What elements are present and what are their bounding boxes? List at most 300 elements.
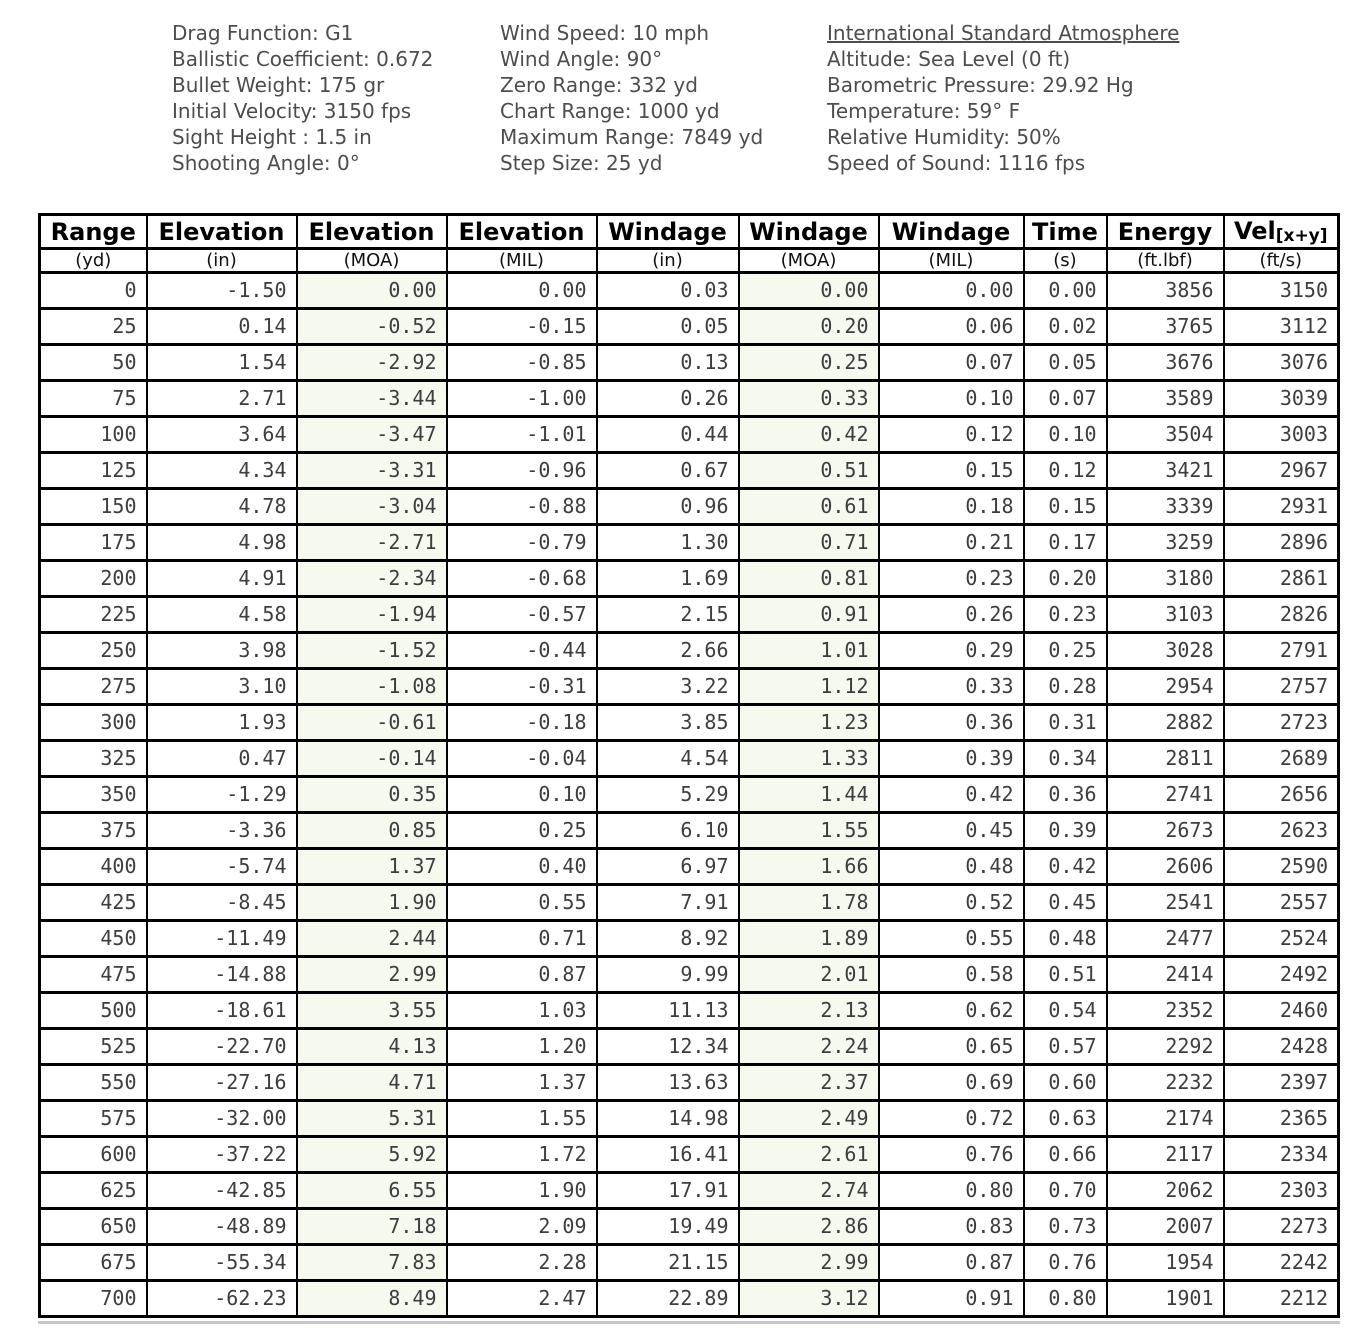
cell-elevation-mil: -0.44 <box>447 633 597 669</box>
cell-energy-ftlbf: 2062 <box>1107 1173 1224 1209</box>
cell-windage-mil: 0.52 <box>879 885 1024 921</box>
cell-windage-in: 19.49 <box>597 1209 739 1245</box>
cell-vel-fts: 2861 <box>1224 561 1339 597</box>
cell-time-s: 0.63 <box>1024 1101 1107 1137</box>
cell-range-yd: 600 <box>40 1137 147 1173</box>
cell-windage-mil: 0.76 <box>879 1137 1024 1173</box>
cell-energy-ftlbf: 3259 <box>1107 525 1224 561</box>
cell-energy-ftlbf: 2954 <box>1107 669 1224 705</box>
relative-humidity: Relative Humidity: 50% <box>827 125 1061 149</box>
cell-elevation-mil: 2.28 <box>447 1245 597 1281</box>
cell-energy-ftlbf: 2541 <box>1107 885 1224 921</box>
cell-time-s: 0.73 <box>1024 1209 1107 1245</box>
unit-elevation-moa: (MOA) <box>297 249 447 273</box>
cell-energy-ftlbf: 2414 <box>1107 957 1224 993</box>
cell-elevation-mil: 1.90 <box>447 1173 597 1209</box>
cell-energy-ftlbf: 3856 <box>1107 273 1224 309</box>
cell-elevation-moa: -0.61 <box>297 705 447 741</box>
cell-energy-ftlbf: 2007 <box>1107 1209 1224 1245</box>
cell-elevation-in: -1.50 <box>147 273 297 309</box>
cell-elevation-mil: 0.87 <box>447 957 597 993</box>
cell-vel-fts: 2397 <box>1224 1065 1339 1101</box>
cell-windage-moa: 2.24 <box>739 1029 879 1065</box>
header-unit-row <box>40 249 1339 273</box>
cell-energy-ftlbf: 2811 <box>1107 741 1224 777</box>
cell-windage-in: 9.99 <box>597 957 739 993</box>
maximum-range: Maximum Range: 7849 yd <box>500 125 764 149</box>
cell-elevation-in: -37.22 <box>147 1137 297 1173</box>
cell-windage-mil: 0.10 <box>879 381 1024 417</box>
cell-elevation-in: 4.34 <box>147 453 297 489</box>
cell-windage-moa: 0.00 <box>739 273 879 309</box>
cell-elevation-moa: 2.99 <box>297 957 447 993</box>
cell-windage-in: 0.03 <box>597 273 739 309</box>
cell-windage-moa: 1.55 <box>739 813 879 849</box>
initial-velocity: Initial Velocity: 3150 fps <box>172 99 412 123</box>
cell-energy-ftlbf: 2882 <box>1107 705 1224 741</box>
cell-windage-moa: 0.42 <box>739 417 879 453</box>
cell-windage-moa: 1.23 <box>739 705 879 741</box>
cell-elevation-mil: -0.18 <box>447 705 597 741</box>
cell-elevation-in: 3.64 <box>147 417 297 453</box>
cell-windage-mil: 0.69 <box>879 1065 1024 1101</box>
cell-elevation-in: 0.14 <box>147 309 297 345</box>
table-row <box>40 1101 1339 1137</box>
cell-elevation-mil: -0.31 <box>447 669 597 705</box>
col-header-elevation-moa: Elevation <box>297 215 447 249</box>
cell-elevation-mil: 1.20 <box>447 1029 597 1065</box>
unit-energy: (ft.lbf) <box>1107 249 1224 273</box>
table-row <box>40 1137 1339 1173</box>
table-row <box>40 741 1339 777</box>
cell-elevation-moa: 6.55 <box>297 1173 447 1209</box>
cell-windage-mil: 0.55 <box>879 921 1024 957</box>
unit-elevation-in: (in) <box>147 249 297 273</box>
cell-elevation-moa: -0.52 <box>297 309 447 345</box>
cell-time-s: 0.57 <box>1024 1029 1107 1065</box>
cell-windage-moa: 0.20 <box>739 309 879 345</box>
cell-windage-mil: 0.91 <box>879 1281 1024 1317</box>
cell-vel-fts: 2723 <box>1224 705 1339 741</box>
table-row <box>40 1281 1339 1317</box>
table-row <box>40 489 1339 525</box>
unit-velocity: (ft/s) <box>1224 249 1339 273</box>
cell-windage-moa: 1.78 <box>739 885 879 921</box>
cell-elevation-moa: 3.55 <box>297 993 447 1029</box>
table-row <box>40 417 1339 453</box>
unit-time: (s) <box>1024 249 1107 273</box>
cell-elevation-moa: -1.94 <box>297 597 447 633</box>
cell-windage-moa: 1.44 <box>739 777 879 813</box>
cell-range-yd: 150 <box>40 489 147 525</box>
table-row <box>40 345 1339 381</box>
cell-windage-moa: 1.01 <box>739 633 879 669</box>
cell-windage-in: 2.66 <box>597 633 739 669</box>
cell-windage-moa: 0.91 <box>739 597 879 633</box>
cell-energy-ftlbf: 2292 <box>1107 1029 1224 1065</box>
cell-elevation-mil: -0.68 <box>447 561 597 597</box>
cell-elevation-moa: 4.13 <box>297 1029 447 1065</box>
cell-energy-ftlbf: 2477 <box>1107 921 1224 957</box>
cell-vel-fts: 2460 <box>1224 993 1339 1029</box>
settings-column-wind-range <box>500 20 827 176</box>
table-row <box>40 921 1339 957</box>
speed-of-sound: Speed of Sound: 1116 fps <box>827 151 1086 175</box>
cell-time-s: 0.54 <box>1024 993 1107 1029</box>
cell-windage-mil: 0.87 <box>879 1245 1024 1281</box>
cell-elevation-in: 1.54 <box>147 345 297 381</box>
cell-time-s: 0.05 <box>1024 345 1107 381</box>
cell-range-yd: 400 <box>40 849 147 885</box>
bullet-weight: Bullet Weight: 175 gr <box>172 73 385 97</box>
cell-elevation-in: -5.74 <box>147 849 297 885</box>
cell-time-s: 0.39 <box>1024 813 1107 849</box>
cell-windage-mil: 0.42 <box>879 777 1024 813</box>
cell-time-s: 0.07 <box>1024 381 1107 417</box>
table-row <box>40 1245 1339 1281</box>
cell-windage-in: 14.98 <box>597 1101 739 1137</box>
cell-windage-moa: 0.81 <box>739 561 879 597</box>
table-row <box>40 309 1339 345</box>
cell-elevation-in: -62.23 <box>147 1281 297 1317</box>
cell-windage-mil: 0.48 <box>879 849 1024 885</box>
cell-windage-in: 2.15 <box>597 597 739 633</box>
cell-windage-in: 6.10 <box>597 813 739 849</box>
cell-vel-fts: 3076 <box>1224 345 1339 381</box>
cell-elevation-mil: -0.96 <box>447 453 597 489</box>
cell-windage-moa: 3.12 <box>739 1281 879 1317</box>
cell-elevation-in: -3.36 <box>147 813 297 849</box>
cell-energy-ftlbf: 2174 <box>1107 1101 1224 1137</box>
cell-elevation-mil: 0.00 <box>447 273 597 309</box>
table-row <box>40 669 1339 705</box>
cell-elevation-mil: 0.40 <box>447 849 597 885</box>
cell-time-s: 0.42 <box>1024 849 1107 885</box>
cell-range-yd: 450 <box>40 921 147 957</box>
cell-energy-ftlbf: 3589 <box>1107 381 1224 417</box>
cell-elevation-mil: 1.37 <box>447 1065 597 1101</box>
cell-vel-fts: 2365 <box>1224 1101 1339 1137</box>
sight-height: Sight Height : 1.5 in <box>172 125 372 149</box>
cell-windage-in: 3.22 <box>597 669 739 705</box>
cell-windage-mil: 0.83 <box>879 1209 1024 1245</box>
cell-elevation-moa: -3.31 <box>297 453 447 489</box>
cell-elevation-in: 4.98 <box>147 525 297 561</box>
table-row <box>40 273 1339 309</box>
cell-range-yd: 225 <box>40 597 147 633</box>
cell-elevation-in: -22.70 <box>147 1029 297 1065</box>
cell-windage-mil: 0.15 <box>879 453 1024 489</box>
cell-time-s: 0.23 <box>1024 597 1107 633</box>
table-row <box>40 957 1339 993</box>
cell-elevation-moa: 2.44 <box>297 921 447 957</box>
cell-vel-fts: 2896 <box>1224 525 1339 561</box>
col-header-elevation-mil: Elevation <box>447 215 597 249</box>
cell-range-yd: 650 <box>40 1209 147 1245</box>
cell-time-s: 0.02 <box>1024 309 1107 345</box>
cell-vel-fts: 2212 <box>1224 1281 1339 1317</box>
cell-time-s: 0.00 <box>1024 273 1107 309</box>
cell-vel-fts: 2492 <box>1224 957 1339 993</box>
cell-vel-fts: 3150 <box>1224 273 1339 309</box>
ballistics-settings-summary <box>0 0 1372 176</box>
cell-elevation-in: 2.71 <box>147 381 297 417</box>
zero-range: Zero Range: 332 yd <box>500 73 698 97</box>
cell-elevation-moa: 5.31 <box>297 1101 447 1137</box>
cell-vel-fts: 2428 <box>1224 1029 1339 1065</box>
col-header-windage-in: Windage <box>597 215 739 249</box>
table-row <box>40 993 1339 1029</box>
cell-energy-ftlbf: 2117 <box>1107 1137 1224 1173</box>
cell-elevation-in: 3.98 <box>147 633 297 669</box>
cell-time-s: 0.31 <box>1024 705 1107 741</box>
cell-energy-ftlbf: 2606 <box>1107 849 1224 885</box>
cell-vel-fts: 2590 <box>1224 849 1339 885</box>
cell-elevation-mil: -0.85 <box>447 345 597 381</box>
cell-windage-mil: 0.00 <box>879 273 1024 309</box>
cell-time-s: 0.25 <box>1024 633 1107 669</box>
cell-elevation-mil: 0.10 <box>447 777 597 813</box>
cell-windage-mil: 0.26 <box>879 597 1024 633</box>
cell-windage-mil: 0.33 <box>879 669 1024 705</box>
cell-elevation-moa: -3.04 <box>297 489 447 525</box>
cell-windage-mil: 0.65 <box>879 1029 1024 1065</box>
cell-elevation-mil: -0.57 <box>447 597 597 633</box>
wind-speed: Wind Speed: 10 mph <box>500 21 710 45</box>
cell-range-yd: 550 <box>40 1065 147 1101</box>
col-header-time: Time <box>1024 215 1107 249</box>
cell-elevation-mil: 0.71 <box>447 921 597 957</box>
cell-windage-moa: 1.66 <box>739 849 879 885</box>
cell-windage-mil: 0.23 <box>879 561 1024 597</box>
cell-range-yd: 300 <box>40 705 147 741</box>
cell-windage-in: 1.30 <box>597 525 739 561</box>
cell-windage-moa: 0.51 <box>739 453 879 489</box>
cell-elevation-in: -14.88 <box>147 957 297 993</box>
cell-range-yd: 25 <box>40 309 147 345</box>
cell-elevation-mil: -0.88 <box>447 489 597 525</box>
cell-windage-in: 4.54 <box>597 741 739 777</box>
cell-time-s: 0.12 <box>1024 453 1107 489</box>
cell-vel-fts: 2967 <box>1224 453 1339 489</box>
cell-time-s: 0.17 <box>1024 525 1107 561</box>
cell-elevation-moa: 1.37 <box>297 849 447 885</box>
cut-off-next-row <box>38 1321 1340 1330</box>
cell-vel-fts: 2931 <box>1224 489 1339 525</box>
cell-elevation-moa: 0.85 <box>297 813 447 849</box>
cell-vel-fts: 3003 <box>1224 417 1339 453</box>
cell-windage-in: 0.96 <box>597 489 739 525</box>
cell-windage-in: 7.91 <box>597 885 739 921</box>
cell-range-yd: 325 <box>40 741 147 777</box>
cell-elevation-moa: -0.14 <box>297 741 447 777</box>
cell-windage-in: 16.41 <box>597 1137 739 1173</box>
cell-windage-mil: 0.29 <box>879 633 1024 669</box>
cell-range-yd: 500 <box>40 993 147 1029</box>
cell-elevation-in: -8.45 <box>147 885 297 921</box>
cell-windage-in: 21.15 <box>597 1245 739 1281</box>
cell-range-yd: 175 <box>40 525 147 561</box>
cell-range-yd: 525 <box>40 1029 147 1065</box>
cell-windage-mil: 0.12 <box>879 417 1024 453</box>
cell-windage-moa: 2.74 <box>739 1173 879 1209</box>
col-header-windage-mil: Windage <box>879 215 1024 249</box>
cell-time-s: 0.36 <box>1024 777 1107 813</box>
cell-windage-in: 3.85 <box>597 705 739 741</box>
cell-time-s: 0.76 <box>1024 1245 1107 1281</box>
cell-vel-fts: 2826 <box>1224 597 1339 633</box>
cell-time-s: 0.70 <box>1024 1173 1107 1209</box>
cell-range-yd: 625 <box>40 1173 147 1209</box>
cell-energy-ftlbf: 2741 <box>1107 777 1224 813</box>
cell-windage-mil: 0.58 <box>879 957 1024 993</box>
cell-time-s: 0.66 <box>1024 1137 1107 1173</box>
cell-elevation-moa: -2.34 <box>297 561 447 597</box>
unit-elevation-mil: (MIL) <box>447 249 597 273</box>
col-header-elevation-in: Elevation <box>147 215 297 249</box>
table-row <box>40 1029 1339 1065</box>
cell-elevation-in: -48.89 <box>147 1209 297 1245</box>
cell-vel-fts: 2791 <box>1224 633 1339 669</box>
cell-range-yd: 675 <box>40 1245 147 1281</box>
cell-windage-moa: 2.86 <box>739 1209 879 1245</box>
cell-windage-in: 0.13 <box>597 345 739 381</box>
cell-range-yd: 0 <box>40 273 147 309</box>
cell-windage-mil: 0.21 <box>879 525 1024 561</box>
cell-elevation-in: -32.00 <box>147 1101 297 1137</box>
cell-time-s: 0.34 <box>1024 741 1107 777</box>
ballistics-table <box>38 213 1340 1318</box>
cell-vel-fts: 2524 <box>1224 921 1339 957</box>
cell-elevation-in: -11.49 <box>147 921 297 957</box>
cell-vel-fts: 3039 <box>1224 381 1339 417</box>
cell-energy-ftlbf: 3339 <box>1107 489 1224 525</box>
cell-elevation-moa: 7.18 <box>297 1209 447 1245</box>
cell-windage-mil: 0.80 <box>879 1173 1024 1209</box>
settings-column-atmosphere <box>827 20 1179 176</box>
cell-energy-ftlbf: 3103 <box>1107 597 1224 633</box>
col-header-range: Range <box>40 215 147 249</box>
cell-elevation-moa: -2.92 <box>297 345 447 381</box>
cell-elevation-in: -1.29 <box>147 777 297 813</box>
cell-windage-mil: 0.06 <box>879 309 1024 345</box>
cell-elevation-moa: -1.08 <box>297 669 447 705</box>
cell-elevation-mil: -0.15 <box>447 309 597 345</box>
cell-energy-ftlbf: 2352 <box>1107 993 1224 1029</box>
cell-energy-ftlbf: 3028 <box>1107 633 1224 669</box>
cell-elevation-in: -55.34 <box>147 1245 297 1281</box>
cell-elevation-mil: 0.55 <box>447 885 597 921</box>
cell-elevation-mil: 0.25 <box>447 813 597 849</box>
cell-time-s: 0.45 <box>1024 885 1107 921</box>
table-row <box>40 1173 1339 1209</box>
cell-vel-fts: 2242 <box>1224 1245 1339 1281</box>
cell-windage-in: 0.44 <box>597 417 739 453</box>
cell-range-yd: 425 <box>40 885 147 921</box>
table-row <box>40 1209 1339 1245</box>
cell-elevation-moa: -3.44 <box>297 381 447 417</box>
cell-elevation-in: 4.78 <box>147 489 297 525</box>
cell-elevation-in: 1.93 <box>147 705 297 741</box>
table-row <box>40 525 1339 561</box>
atmosphere-heading: International Standard Atmosphere <box>827 21 1180 45</box>
cell-windage-moa: 1.12 <box>739 669 879 705</box>
cell-windage-moa: 2.61 <box>739 1137 879 1173</box>
shooting-angle: Shooting Angle: 0° <box>172 151 360 175</box>
chart-range: Chart Range: 1000 yd <box>500 99 720 123</box>
cell-elevation-moa: -2.71 <box>297 525 447 561</box>
table-row <box>40 813 1339 849</box>
cell-windage-in: 11.13 <box>597 993 739 1029</box>
cell-elevation-in: 4.91 <box>147 561 297 597</box>
cell-windage-mil: 0.36 <box>879 705 1024 741</box>
cell-energy-ftlbf: 2673 <box>1107 813 1224 849</box>
cell-vel-fts: 3112 <box>1224 309 1339 345</box>
cell-range-yd: 700 <box>40 1281 147 1317</box>
cell-range-yd: 575 <box>40 1101 147 1137</box>
cell-windage-mil: 0.07 <box>879 345 1024 381</box>
cell-elevation-in: 4.58 <box>147 597 297 633</box>
cell-windage-moa: 1.33 <box>739 741 879 777</box>
ballistic-coefficient: Ballistic Coefficient: 0.672 <box>172 47 434 71</box>
cell-windage-in: 13.63 <box>597 1065 739 1101</box>
cell-range-yd: 375 <box>40 813 147 849</box>
unit-range: (yd) <box>40 249 147 273</box>
cell-windage-mil: 0.45 <box>879 813 1024 849</box>
cell-range-yd: 100 <box>40 417 147 453</box>
cell-energy-ftlbf: 3676 <box>1107 345 1224 381</box>
cell-windage-moa: 2.49 <box>739 1101 879 1137</box>
cell-windage-moa: 2.99 <box>739 1245 879 1281</box>
cell-windage-mil: 0.18 <box>879 489 1024 525</box>
col-header-energy: Energy <box>1107 215 1224 249</box>
cell-time-s: 0.60 <box>1024 1065 1107 1101</box>
cell-time-s: 0.51 <box>1024 957 1107 993</box>
cell-windage-in: 17.91 <box>597 1173 739 1209</box>
cell-windage-moa: 2.01 <box>739 957 879 993</box>
cell-elevation-in: -42.85 <box>147 1173 297 1209</box>
cell-vel-fts: 2623 <box>1224 813 1339 849</box>
cell-elevation-mil: 2.47 <box>447 1281 597 1317</box>
cell-vel-fts: 2757 <box>1224 669 1339 705</box>
cell-elevation-moa: 8.49 <box>297 1281 447 1317</box>
wind-angle: Wind Angle: 90° <box>500 47 663 71</box>
cell-elevation-moa: 0.00 <box>297 273 447 309</box>
cell-windage-in: 0.26 <box>597 381 739 417</box>
table-row <box>40 1065 1339 1101</box>
cell-range-yd: 200 <box>40 561 147 597</box>
cell-elevation-mil: 1.55 <box>447 1101 597 1137</box>
cell-range-yd: 275 <box>40 669 147 705</box>
cell-time-s: 0.48 <box>1024 921 1107 957</box>
table-row <box>40 777 1339 813</box>
cell-time-s: 0.15 <box>1024 489 1107 525</box>
cell-range-yd: 125 <box>40 453 147 489</box>
cell-vel-fts: 2557 <box>1224 885 1339 921</box>
temperature: Temperature: 59° F <box>827 99 1021 123</box>
cell-windage-in: 6.97 <box>597 849 739 885</box>
cell-windage-in: 1.69 <box>597 561 739 597</box>
cell-windage-moa: 0.33 <box>739 381 879 417</box>
cell-range-yd: 350 <box>40 777 147 813</box>
cell-windage-moa: 2.37 <box>739 1065 879 1101</box>
cell-elevation-mil: 1.72 <box>447 1137 597 1173</box>
cell-energy-ftlbf: 3180 <box>1107 561 1224 597</box>
settings-column-projectile <box>172 20 500 176</box>
cell-vel-fts: 2334 <box>1224 1137 1339 1173</box>
cell-elevation-mil: -0.04 <box>447 741 597 777</box>
barometric-pressure: Barometric Pressure: 29.92 Hg <box>827 73 1134 97</box>
